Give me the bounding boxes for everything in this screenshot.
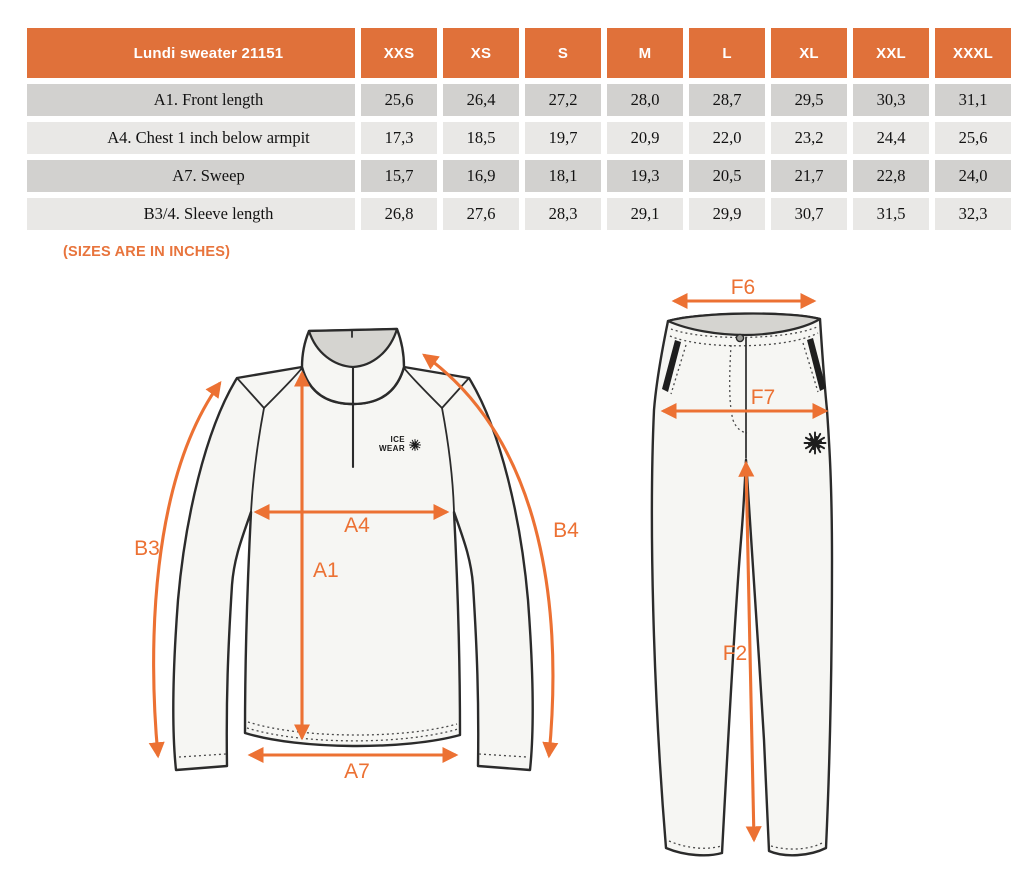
cell: 32,3 <box>935 198 1011 230</box>
cell: 28,7 <box>689 84 765 116</box>
cell: 27,6 <box>443 198 519 230</box>
label-b3: B3 <box>134 537 160 560</box>
cell: 29,9 <box>689 198 765 230</box>
cell: 18,1 <box>525 160 601 192</box>
cell: 27,2 <box>525 84 601 116</box>
row-label: B3/4. Sleeve length <box>27 198 355 230</box>
size-header-xl: XL <box>771 28 847 78</box>
cell: 20,5 <box>689 160 765 192</box>
size-header-s: S <box>525 28 601 78</box>
size-header-xxl: XXL <box>853 28 929 78</box>
label-a1: A1 <box>313 559 339 582</box>
cell: 23,2 <box>771 122 847 154</box>
cell: 24,4 <box>853 122 929 154</box>
cell: 31,1 <box>935 84 1011 116</box>
cell: 28,3 <box>525 198 601 230</box>
label-f2: F2 <box>722 642 748 665</box>
units-note: (SIZES ARE IN INCHES) <box>63 244 231 260</box>
cell: 28,0 <box>607 84 683 116</box>
cell: 25,6 <box>935 122 1011 154</box>
cell: 22,8 <box>853 160 929 192</box>
size-header-m: M <box>607 28 683 78</box>
label-f6: F6 <box>730 276 756 299</box>
cell: 26,8 <box>361 198 437 230</box>
logo-text-ice: ICE <box>390 435 405 444</box>
size-header-xs: XS <box>443 28 519 78</box>
row-label: A7. Sweep <box>27 160 355 192</box>
size-header-l: L <box>689 28 765 78</box>
cell: 20,9 <box>607 122 683 154</box>
cell: 25,6 <box>361 84 437 116</box>
size-header-xxs: XXS <box>361 28 437 78</box>
waist-button <box>736 334 743 341</box>
size-header-xxxl: XXXL <box>935 28 1011 78</box>
cell: 30,3 <box>853 84 929 116</box>
cell: 29,1 <box>607 198 683 230</box>
label-f7: F7 <box>750 386 776 409</box>
cell: 19,3 <box>607 160 683 192</box>
cell: 26,4 <box>443 84 519 116</box>
cell: 24,0 <box>935 160 1011 192</box>
cell: 29,5 <box>771 84 847 116</box>
cell: 22,0 <box>689 122 765 154</box>
cell: 17,3 <box>361 122 437 154</box>
label-b4: B4 <box>553 519 579 542</box>
cell: 15,7 <box>361 160 437 192</box>
label-a7: A7 <box>344 760 370 783</box>
cell: 31,5 <box>853 198 929 230</box>
cell: 16,9 <box>443 160 519 192</box>
row-label: A1. Front length <box>27 84 355 116</box>
cell: 19,7 <box>525 122 601 154</box>
logo-text-wear: WEAR <box>378 444 405 453</box>
table-title: Lundi sweater 21151 <box>27 28 355 78</box>
cell: 18,5 <box>443 122 519 154</box>
sweater-drawing <box>134 329 579 783</box>
cell: 21,7 <box>771 160 847 192</box>
pants-drawing <box>652 276 832 855</box>
pants-body <box>652 314 832 856</box>
row-label: A4. Chest 1 inch below armpit <box>27 122 355 154</box>
label-a4: A4 <box>344 514 370 537</box>
cell: 30,7 <box>771 198 847 230</box>
